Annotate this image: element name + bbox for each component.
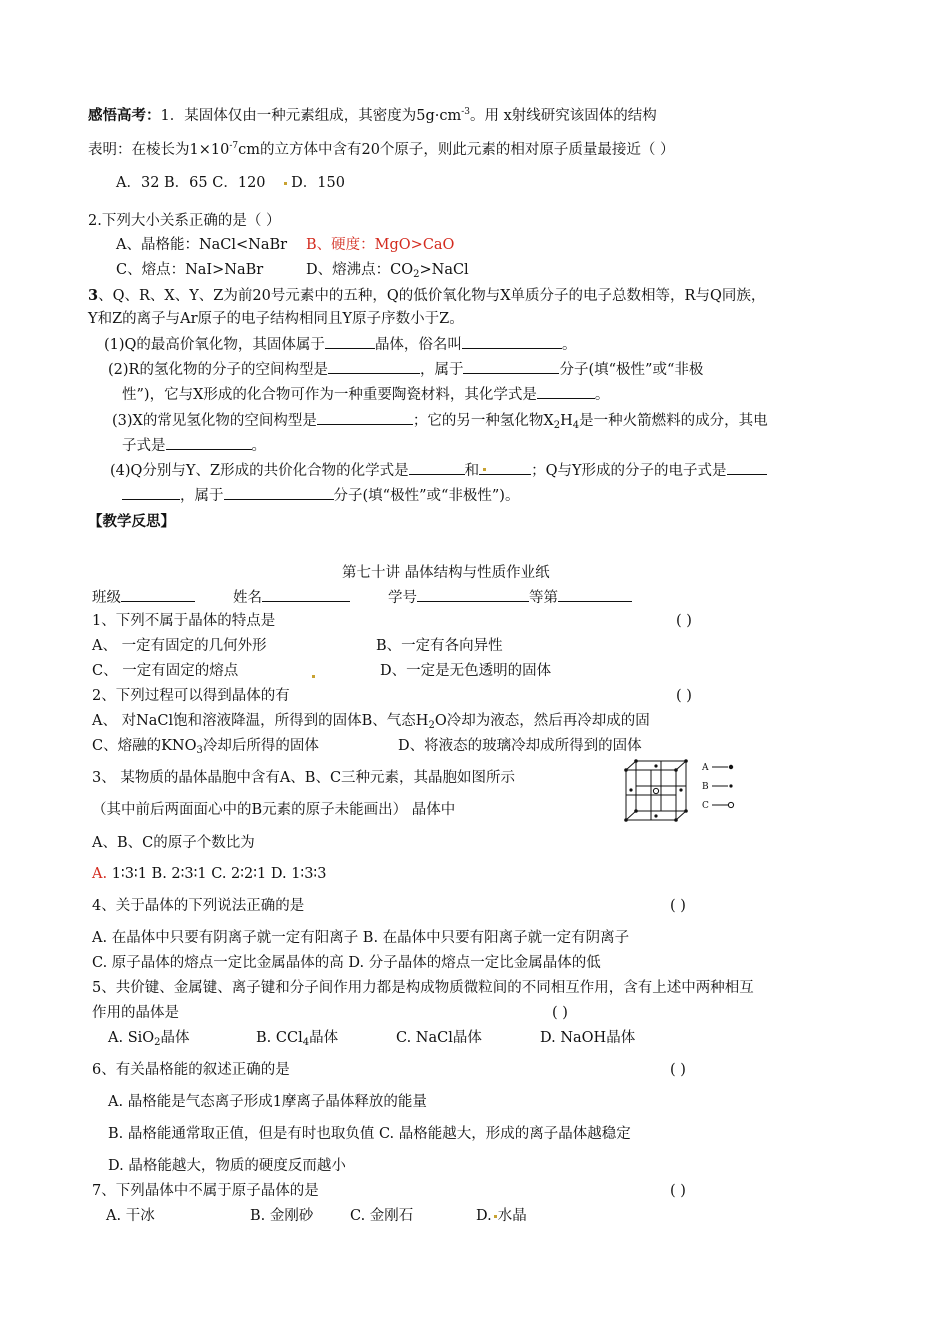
ws-q6-option-d: D. 晶格能越大，物质的硬度反而越小 <box>108 1158 346 1174</box>
marker-dot <box>483 468 486 471</box>
ws-q7-stem: 7、下列晶体中不属于原子晶体的是 <box>92 1183 319 1199</box>
gaokao-q3-part4-line1: (4)Q分别与Y、Z形成的共价化合物的化学式是 和 ；Q与Y形成的分子的电子式是 <box>110 460 767 481</box>
legend-c-label: C <box>702 801 709 811</box>
ws-q4-options-ab: A. 在晶体中只要有阴离子就一定有阳离子 B. 在晶体中只要有阳离子就一定有阴离子 <box>92 930 630 946</box>
ws-q2-option-c: C、熔融的$KNO_3$冷却后所得的固体 <box>92 738 319 756</box>
gaokao-q3-part3-line1: (3)X的常见氢化物的空间构型是 ；它的另一种氢化物$X_2H_4$是一种火箭燃料的成分，其电 <box>112 410 768 436</box>
gaokao-q3-part3-line2: 子式是 。 <box>122 435 266 456</box>
answer-bracket[interactable]: ( ) <box>552 1005 568 1021</box>
crystal-unit-cell-diagram <box>620 758 744 830</box>
ws-q1-option-b: B、一定有各向异性 <box>376 638 503 654</box>
gaokao-q1-line1: 感悟高考：1．某固体仅由一种元素组成，其密度为$5g\cdot cm^{-3}$。用 x射线研究该固体的结构 <box>88 107 657 124</box>
gaokao-q2-stem: 2.下列大小关系正确的是（ ） <box>88 213 281 229</box>
answer-bracket[interactable]: ( ) <box>670 898 686 914</box>
grade-field[interactable] <box>558 587 632 602</box>
answer-blank[interactable] <box>462 334 562 349</box>
ws-q3-line1: 3、 某物质的晶体晶胞中含有A、B、C三种元素，其晶胞如图所示 <box>92 770 516 786</box>
ws-q1-option-d: D、一定是无色透明的固体 <box>380 663 552 679</box>
ws-q2-options-ab: A、 对NaCl饱和溶液降温，所得到的固体B、气态$H_2O$冷却为液态，然后再冷却成的固 <box>92 713 650 731</box>
ws-q2-stem: 2、下列过程可以得到晶体的有 <box>92 688 290 704</box>
ws-q7-option-c: C. 金刚石 <box>350 1208 414 1224</box>
gaokao-heading: 感悟高考： <box>88 107 161 124</box>
ws-q1-option-a: A、 一定有固定的几何外形 <box>92 638 267 654</box>
gaokao-q1-options: A．32 B．65 C．120 D．150 <box>116 175 345 191</box>
marker-dot <box>284 182 287 185</box>
gaokao-q2-option-c: C、熔点：NaI>NaBr <box>116 262 264 278</box>
marker-dot <box>312 675 315 678</box>
ws-q1-option-c: C、 一定有固定的熔点 <box>92 663 239 679</box>
ws-q5-line2: 作用的晶体是 <box>92 1005 179 1021</box>
ws-q3-line2: （其中前后两面面心中的B元素的原子未能画出） 晶体中 <box>92 802 456 818</box>
ws-q5-option-d: D. NaOH晶体 <box>540 1030 636 1046</box>
worksheet-title: 第七十讲 晶体结构与性质作业纸 <box>342 565 550 581</box>
ws-q6-option-a: A. 晶格能是气态离子形成1摩离子晶体释放的能量 <box>108 1094 427 1110</box>
ws-q4-stem: 4、关于晶体的下列说法正确的是 <box>92 898 305 914</box>
gaokao-q3-part2-line1: (2)R的氢化物的分子的空间构型是 ，属于 分子(填“极性”或“非极 <box>108 359 703 380</box>
student-id-field[interactable] <box>417 587 529 602</box>
gaokao-q3-part4-line2: ，属于 分子(填“极性”或“非极性”)。 <box>122 485 519 506</box>
class-field[interactable] <box>121 587 195 602</box>
answer-blank[interactable] <box>727 460 767 475</box>
answer-blank[interactable] <box>224 485 334 500</box>
answer-blank[interactable] <box>317 410 413 425</box>
ws-q6-stem: 6、有关晶格能的叙述正确的是 <box>92 1062 290 1078</box>
gaokao-q2-option-b: B、硬度：MgO>CaO <box>306 237 455 253</box>
answer-bracket[interactable]: ( ) <box>676 688 692 704</box>
gaokao-q2-option-a: A、晶格能：NaCl<NaBr <box>116 237 288 253</box>
gaokao-q3-part2-line2: 性”)，它与X形成的化合物可作为一种重要陶瓷材料，其化学式是 。 <box>122 384 609 405</box>
ws-q3-options: A. 1∶3∶1 B. 2∶3∶1 C. 2∶2∶1 D. 1∶3∶3 <box>92 866 327 882</box>
gaokao-q3-line2: Y和Z的离子与Ar原子的电子结构相同且Y原子序数小于Z。 <box>88 311 464 327</box>
answer-bracket[interactable]: ( ) <box>676 613 692 629</box>
legend-b-label: B <box>702 782 709 792</box>
answer-blank[interactable] <box>122 485 180 500</box>
name-field[interactable] <box>262 587 350 602</box>
answer-blank[interactable] <box>463 359 559 374</box>
answer-blank[interactable] <box>166 435 252 450</box>
ws-q7-option-b: B. 金刚砂 <box>250 1208 314 1224</box>
answer-blank[interactable] <box>328 359 420 374</box>
ws-q5-option-c: C. NaCl晶体 <box>396 1030 482 1046</box>
ws-q4-options-cd: C. 原子晶体的熔点一定比金属晶体的高 D. 分子晶体的熔点一定比金属晶体的低 <box>92 955 601 971</box>
answer-bracket[interactable]: ( ) <box>670 1183 686 1199</box>
gaokao-q3-part1: (1)Q的最高价氧化物，其固体属于 晶体，俗名叫 。 <box>104 334 576 355</box>
legend-a-label: A <box>702 763 709 773</box>
answer-blank[interactable] <box>409 460 465 475</box>
ws-q7-option-a: A. 干冰 <box>106 1208 155 1224</box>
teaching-reflection-heading: 【教学反思】 <box>88 513 175 530</box>
student-info-row: 班级 姓名 学号 等第 <box>92 587 632 608</box>
ws-q1-stem: 1、下列不属于晶体的特点是 <box>92 613 276 629</box>
ws-q5-line1: 5、共价键、金属键、离子键和分子间作用力都是构成物质微粒间的不同相互作用，含有上述中两种相互 <box>92 980 754 996</box>
ws-q7-option-d: D. 水晶 <box>476 1208 527 1224</box>
ws-q5-option-a: A. SiO$_2$晶体 <box>108 1030 190 1048</box>
ws-q6-options-bc: B. 晶格能通常取正值，但是有时也取负值 C. 晶格能越大，形成的离子晶体越稳定 <box>108 1126 631 1142</box>
gaokao-q1-line2: 表明：在棱长为$1\times 10^{-7}cm$的立方体中含有20个原子，则此元素的相对原子质量最接近（ ） <box>88 141 675 158</box>
gaokao-q3-line1: 3、Q、R、X、Y、Z为前20号元素中的五种，Q的低价氧化物与X单质分子的电子总数相等，R与Q同族， <box>88 287 766 304</box>
answer-blank[interactable] <box>537 384 595 399</box>
ws-q2-option-d: D、将液态的玻璃冷却成所得到的固体 <box>398 738 642 754</box>
gaokao-q2-option-d: D、熔沸点：$CO_2>NaCl$ <box>306 262 469 280</box>
ws-q3-line3: A、B、C的原子个数比为 <box>92 835 255 851</box>
answer-bracket[interactable]: ( ) <box>670 1062 686 1078</box>
answer-blank[interactable] <box>325 334 375 349</box>
answer-blank[interactable] <box>479 460 531 475</box>
marker-dot <box>494 1215 497 1218</box>
ws-q5-option-b: B. CCl$_4$晶体 <box>256 1030 339 1048</box>
